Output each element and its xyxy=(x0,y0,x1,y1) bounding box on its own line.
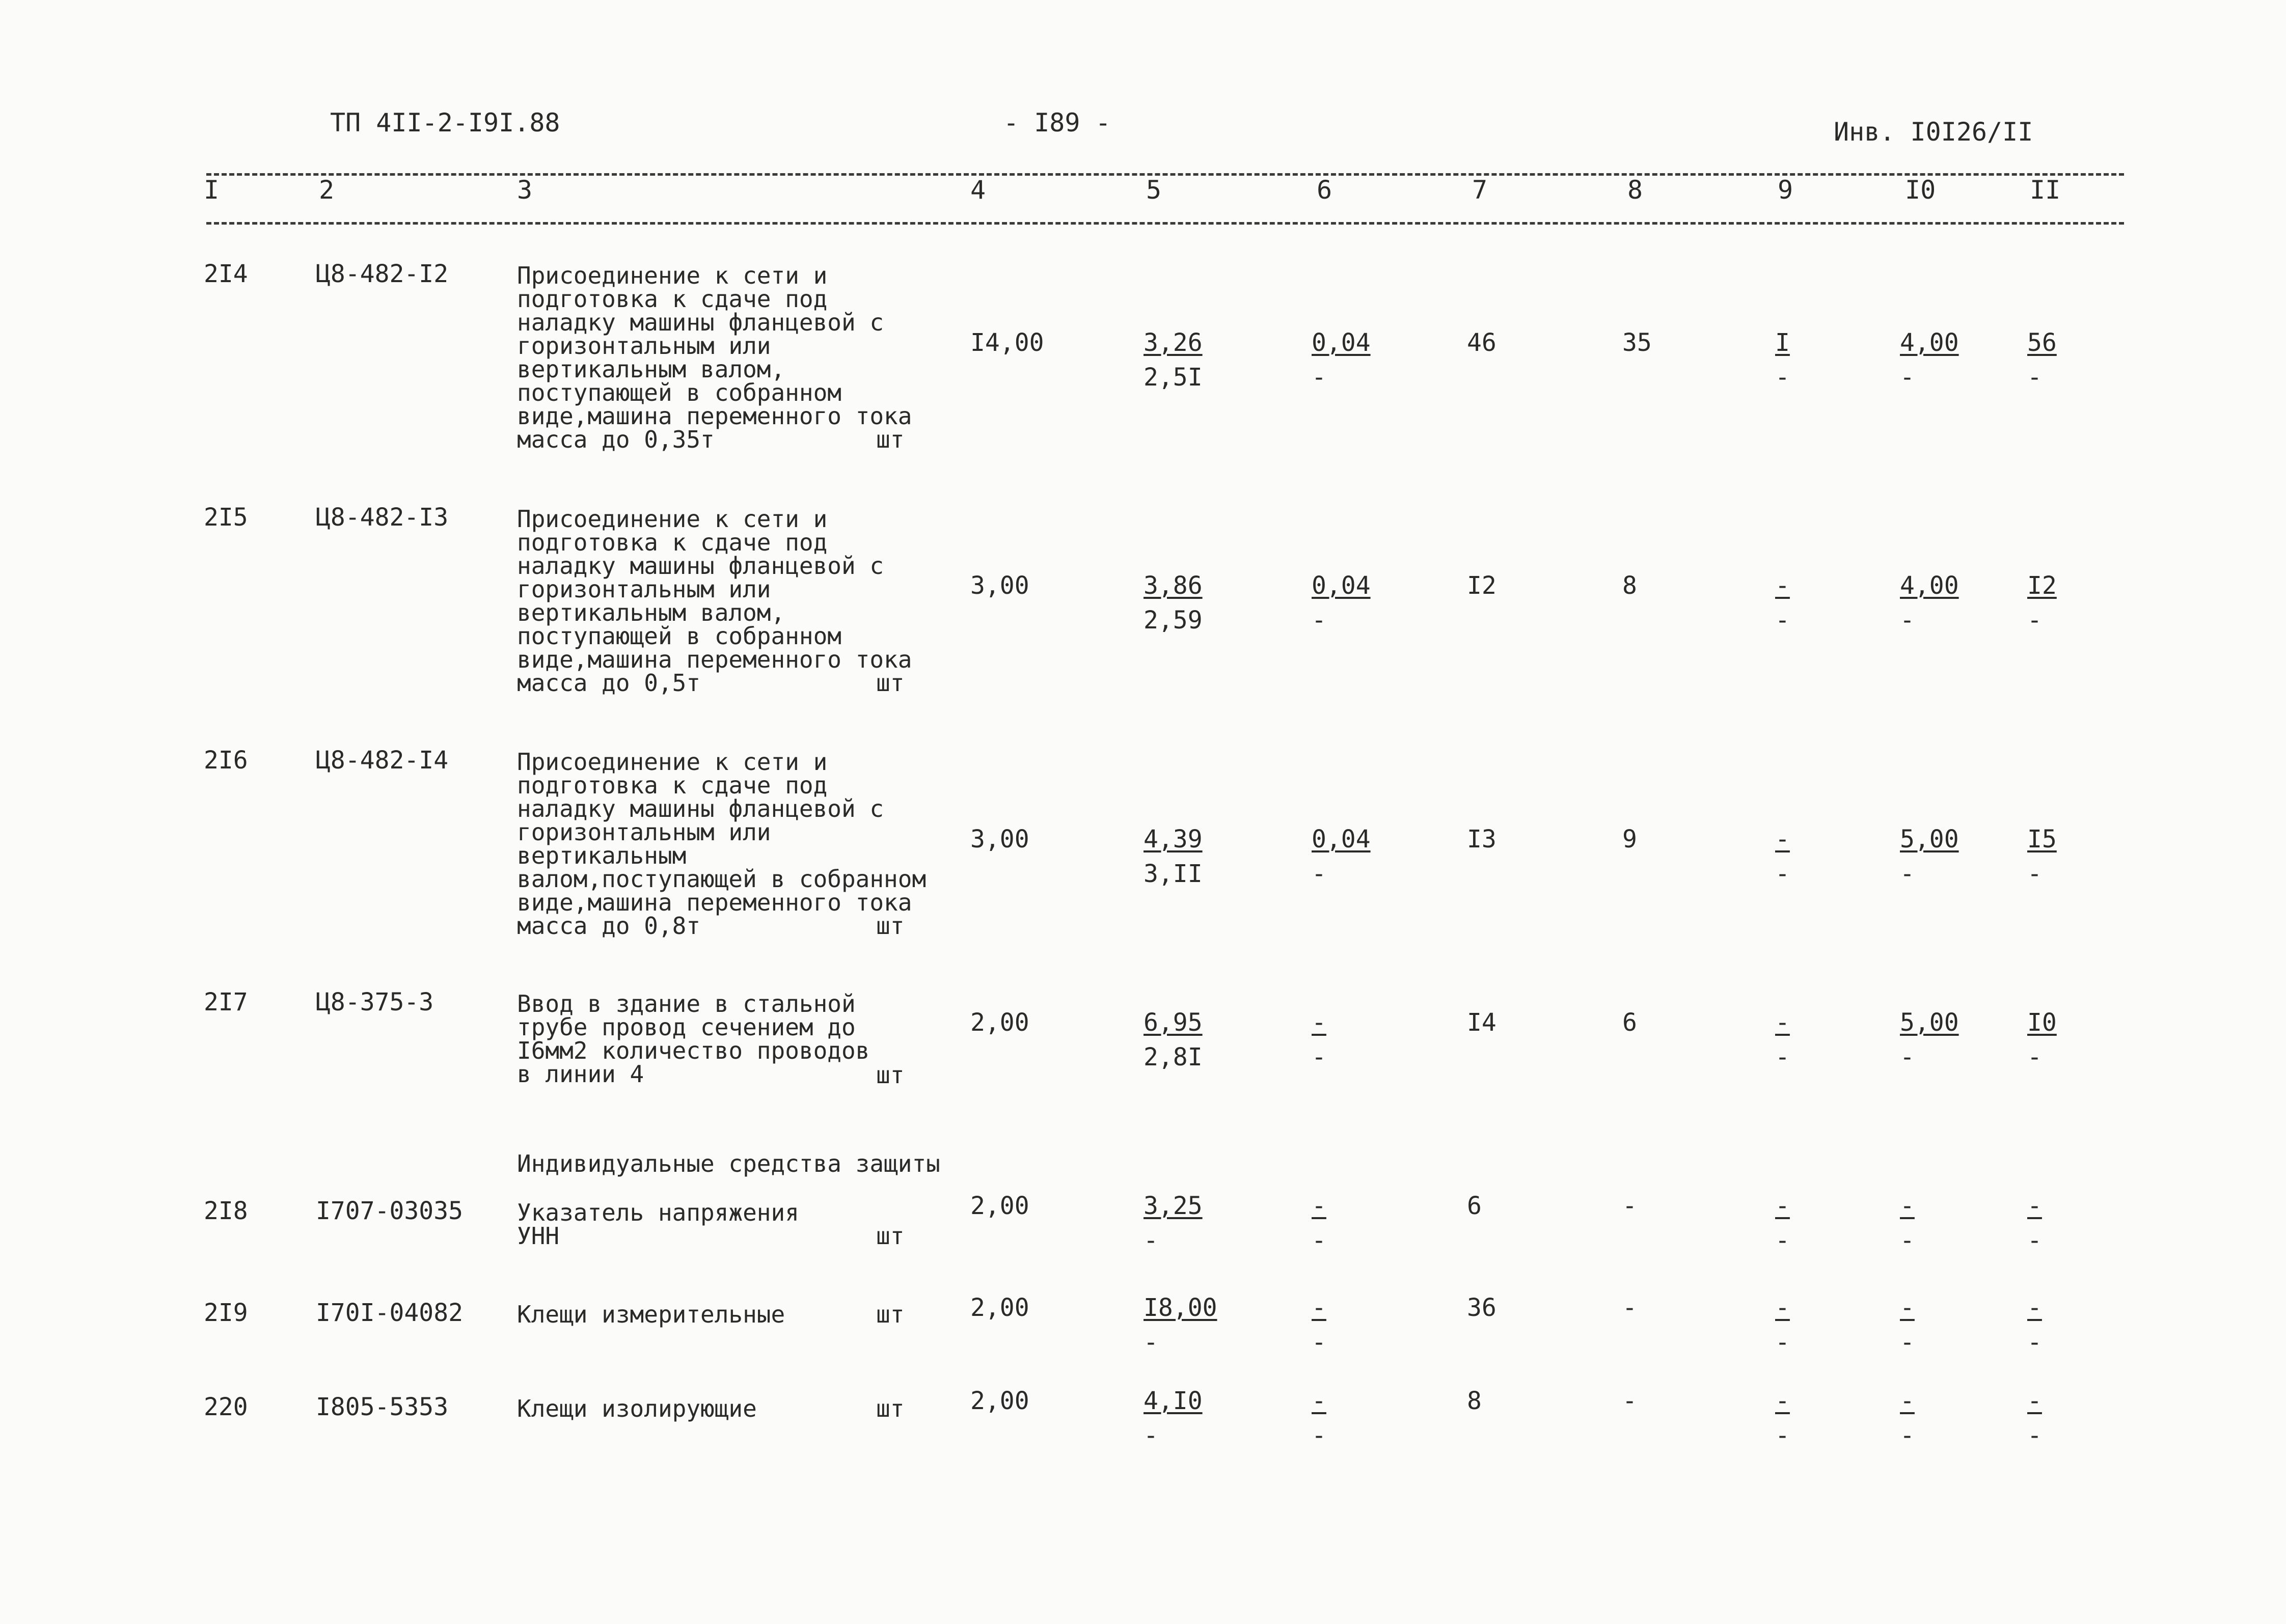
row-number: 2I8 xyxy=(204,1197,248,1225)
row-quantity: 2,00 xyxy=(970,1293,1029,1322)
row-number: 220 xyxy=(204,1393,248,1421)
column-header: II xyxy=(2030,175,2061,205)
row-code: Ц8-482-I2 xyxy=(316,260,449,288)
col5-fraction: I8,00 - xyxy=(1144,1293,1217,1357)
column-header: I0 xyxy=(1905,175,1936,205)
row-description: Присоединение к сети и подготовка к сдаче под наладку машины фланцевой с горизонтальным или вертикальным валом, поступающей в собранном виде,машина переменного тока масса до 0,5т xyxy=(517,505,912,697)
col8-value: 35 xyxy=(1622,328,1652,357)
col10-fraction: 4,00 - xyxy=(1900,328,1959,392)
col10-fraction: - - xyxy=(1900,1387,1915,1450)
col9-fraction: - - xyxy=(1775,1008,1790,1071)
col8-value: 8 xyxy=(1622,571,1637,600)
col5-fraction: $\frac{6,95}{2,8I}$ xyxy=(1144,1008,1203,1071)
column-header: 5 xyxy=(1146,175,1162,205)
column-header: 9 xyxy=(1778,175,1793,205)
col6-fraction: - - xyxy=(1312,1293,1326,1357)
col10-fraction: 5,00 - xyxy=(1900,1008,1959,1071)
col10-fraction: 4,00 - xyxy=(1900,571,1959,635)
col7-value: 46 xyxy=(1467,328,1496,357)
row-unit: шт xyxy=(876,426,905,453)
row-quantity: 2,00 xyxy=(970,1008,1029,1037)
row-code: Ц8-375-3 xyxy=(316,988,434,1016)
row-code: I805-5353 xyxy=(316,1393,449,1421)
col11-fraction: - - xyxy=(2027,1387,2042,1450)
col8-value: - xyxy=(1622,1192,1637,1220)
col10-fraction: - - xyxy=(1900,1293,1915,1357)
col5-fraction: $\frac{3,86}{2,59}$ xyxy=(1144,571,1203,635)
col5-fraction: $\frac{3,26}{2,5I}$ xyxy=(1144,328,1203,392)
header-bottom-rule xyxy=(206,222,2124,225)
row-description: Клещи изолирующие xyxy=(517,1395,757,1422)
row-unit: шт xyxy=(876,1061,905,1089)
inventory-number: Инв. I0I26/II xyxy=(1834,117,2033,147)
row-description: Ввод в здание в стальной трубе провод сечением до I6мм2 количество проводов в линии 4 xyxy=(517,990,870,1088)
col10-fraction: - - xyxy=(1900,1192,1915,1255)
col8-value: 9 xyxy=(1622,825,1637,854)
col7-value: I2 xyxy=(1467,571,1496,600)
col7-value: 6 xyxy=(1467,1192,1482,1220)
page-number: - I89 - xyxy=(1003,108,1111,137)
col6-fraction: 0,04 - xyxy=(1312,571,1371,635)
row-code: Ц8-482-I3 xyxy=(316,503,449,532)
column-header: 4 xyxy=(970,175,986,205)
col7-value: I4 xyxy=(1467,1008,1496,1037)
column-header: 7 xyxy=(1472,175,1488,205)
row-quantity: 3,00 xyxy=(970,825,1029,854)
row-number: 2I5 xyxy=(204,503,248,532)
col9-fraction: - - xyxy=(1775,825,1790,888)
col5-fraction: 4,I0 - xyxy=(1144,1387,1203,1450)
row-number: 2I7 xyxy=(204,988,248,1016)
row-description: Присоединение к сети и подготовка к сдаче под наладку машины фланцевой с горизонтальным или вертикальным валом, поступающей в собранном виде,машина переменного тока масса до 0,35т xyxy=(517,262,912,453)
col9-fraction: - - xyxy=(1775,1387,1790,1450)
row-description: Присоединение к сети и подготовка к сдаче под наладку машины фланцевой с горизонтальным или вертикальным валом,поступающей в собранном виде,машина переменного тока масса до 0,8т xyxy=(517,748,927,940)
col5-fraction: 3,25 - xyxy=(1144,1192,1203,1255)
row-quantity: I4,00 xyxy=(970,328,1044,357)
col11-fraction: I5 - xyxy=(2027,825,2057,888)
col5-fraction: $\frac{4,39}{3,II}$ xyxy=(1144,825,1203,888)
row-unit: шт xyxy=(876,912,905,940)
col11-fraction: - - xyxy=(2027,1293,2042,1357)
row-quantity: 3,00 xyxy=(970,571,1029,600)
document-code: ТП 4II-2-I9I.88 xyxy=(330,108,560,137)
col11-fraction: 56 - xyxy=(2027,328,2057,392)
col11-fraction: - - xyxy=(2027,1192,2042,1255)
column-header: 6 xyxy=(1317,175,1332,205)
col7-value: I3 xyxy=(1467,825,1496,854)
row-number: 2I6 xyxy=(204,746,248,775)
row-description: Указатель напряжения УНН xyxy=(517,1199,799,1250)
header-top-rule xyxy=(206,173,2124,176)
row-number: 2I4 xyxy=(204,260,248,288)
column-header: 2 xyxy=(319,175,335,205)
row-unit: шт xyxy=(876,1301,905,1328)
col6-fraction: 0,04 - xyxy=(1312,825,1371,888)
row-unit: шт xyxy=(876,1395,905,1422)
row-quantity: 2,00 xyxy=(970,1387,1029,1415)
column-header: 3 xyxy=(517,175,533,205)
section-title: Индивидуальные средства защиты xyxy=(517,1150,940,1177)
col9-fraction: - - xyxy=(1775,1192,1790,1255)
col9-fraction: - - xyxy=(1775,1293,1790,1357)
row-unit: шт xyxy=(876,1222,905,1250)
row-quantity: 2,00 xyxy=(970,1192,1029,1220)
col9-fraction: - - xyxy=(1775,571,1790,635)
col6-fraction: - - xyxy=(1312,1192,1326,1255)
col7-value: 36 xyxy=(1467,1293,1496,1322)
col8-value: - xyxy=(1622,1387,1637,1415)
col6-fraction: - - xyxy=(1312,1008,1326,1071)
row-number: 2I9 xyxy=(204,1299,248,1327)
row-unit: шт xyxy=(876,669,905,697)
col10-fraction: 5,00 - xyxy=(1900,825,1959,888)
col11-fraction: I2 - xyxy=(2027,571,2057,635)
row-code: Ц8-482-I4 xyxy=(316,746,449,775)
col6-fraction: 0,04 - xyxy=(1312,328,1371,392)
col11-fraction: I0 - xyxy=(2027,1008,2057,1071)
col8-value: - xyxy=(1622,1293,1637,1322)
column-header: 8 xyxy=(1627,175,1643,205)
col9-fraction: I - xyxy=(1775,328,1790,392)
column-header: I xyxy=(204,175,220,205)
col6-fraction: - - xyxy=(1312,1387,1326,1450)
col8-value: 6 xyxy=(1622,1008,1637,1037)
row-code: I70I-04082 xyxy=(316,1299,463,1327)
col7-value: 8 xyxy=(1467,1387,1482,1415)
row-code: I707-03035 xyxy=(316,1197,463,1225)
row-description: Клещи измерительные xyxy=(517,1301,785,1328)
